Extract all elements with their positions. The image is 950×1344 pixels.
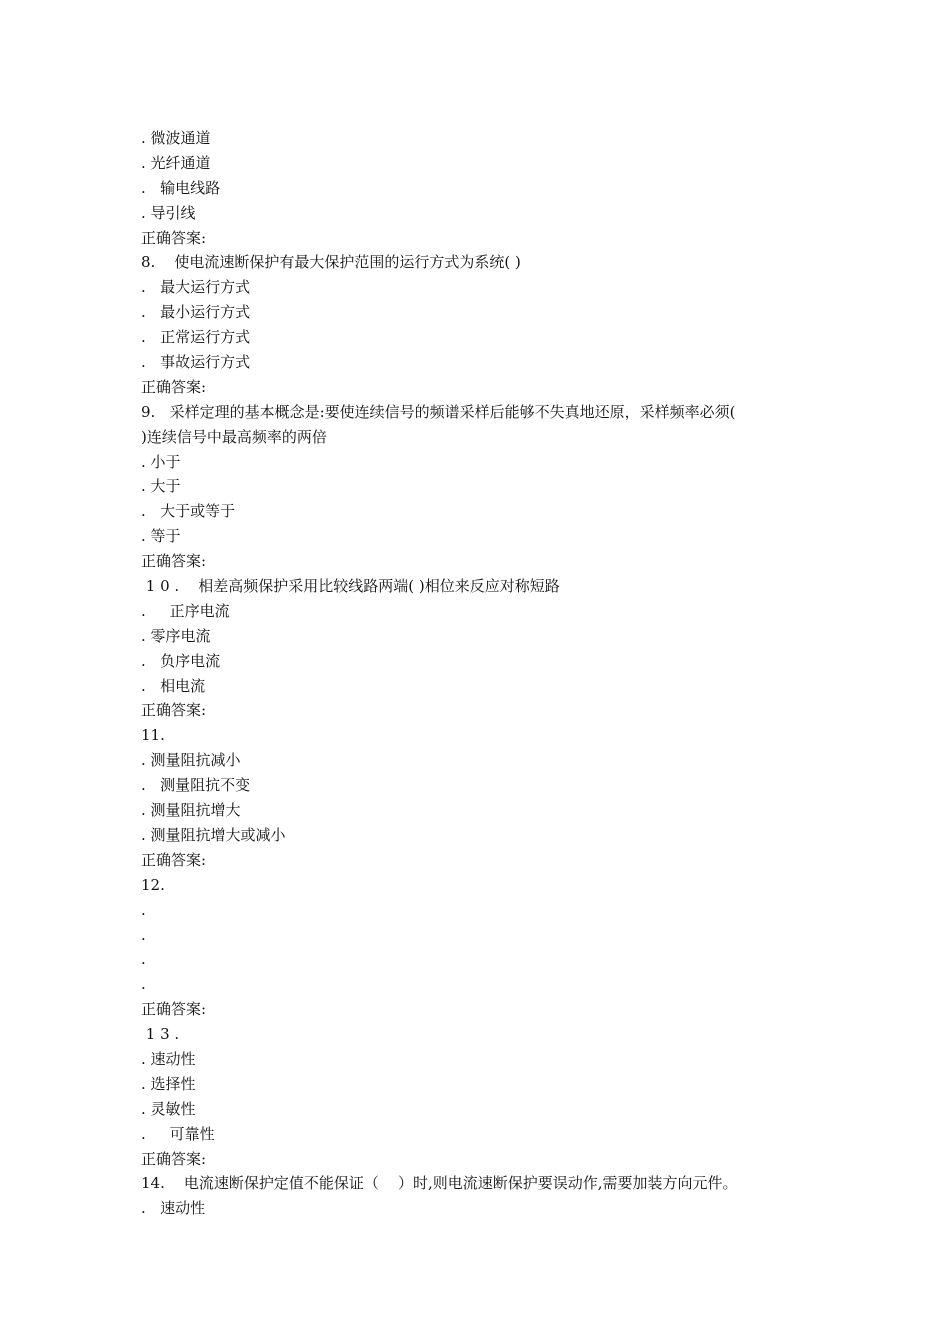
question-14: 14. 电流速断保护定值不能保证（ ）时,则电流速断保护要误动作,需要加装方向元件。	[141, 1174, 738, 1193]
answer-label: 正确答案:	[141, 228, 207, 247]
option-line: . 相电流	[141, 676, 206, 695]
option-line: .	[141, 975, 146, 994]
question-8: 8. 使电流速断保护有最大保护范围的运行方式为系统( )	[141, 253, 521, 272]
question-9-continued: )连续信号中最高频率的两倍	[141, 427, 327, 446]
answer-label: 正确答案:	[141, 377, 207, 396]
answer-label: 正确答案:	[141, 701, 207, 720]
option-line: . 灵敏性	[141, 1099, 196, 1118]
option-line: . 测量阻抗减小	[141, 751, 241, 770]
option-line: . 测量阻抗增大或减小	[141, 825, 286, 844]
option-line: .	[141, 925, 146, 944]
question-12: 12.	[141, 875, 165, 894]
question-10: 1 0 . 相差高频保护采用比较线路两端( )相位来反应对称短路	[141, 577, 560, 596]
document-body	[141, 126, 841, 1221]
question-13: 1 3 .	[141, 1025, 180, 1044]
option-line: .	[141, 950, 146, 969]
option-line: . 等于	[141, 527, 181, 546]
option-line: . 光纤通道	[141, 153, 211, 172]
option-line: . 速动性	[141, 1199, 206, 1218]
option-line: . 负序电流	[141, 651, 221, 670]
option-line: . 测量阻抗不变	[141, 776, 251, 795]
option-line: . 大于或等于	[141, 502, 236, 521]
option-line: . 正常运行方式	[141, 328, 251, 347]
answer-label: 正确答案:	[141, 1149, 207, 1168]
answer-label: 正确答案:	[141, 552, 207, 571]
option-line: . 事故运行方式	[141, 353, 251, 372]
option-line: .	[141, 900, 146, 919]
option-line: . 输电线路	[141, 178, 221, 197]
option-line: . 正序电流	[141, 601, 230, 620]
question-9: 9. 采样定理的基本概念是:要使连续信号的频谱采样后能够不失真地还原，采样频率必须(	[141, 402, 736, 421]
option-line: . 大于	[141, 477, 181, 496]
option-line: . 导引线	[141, 203, 196, 222]
option-line: . 最大运行方式	[141, 278, 251, 297]
answer-label: 正确答案:	[141, 1000, 207, 1019]
option-line: . 微波通道	[141, 129, 211, 147]
option-line: . 选择性	[141, 1074, 196, 1093]
option-line: . 可靠性	[141, 1124, 215, 1143]
option-line: . 零序电流	[141, 626, 211, 645]
option-line: . 速动性	[141, 1049, 196, 1068]
option-line: . 测量阻抗增大	[141, 801, 241, 820]
option-line: . 小于	[141, 452, 181, 471]
question-11: 11.	[141, 726, 165, 745]
answer-label: 正确答案:	[141, 850, 207, 869]
option-line: . 最小运行方式	[141, 303, 251, 322]
